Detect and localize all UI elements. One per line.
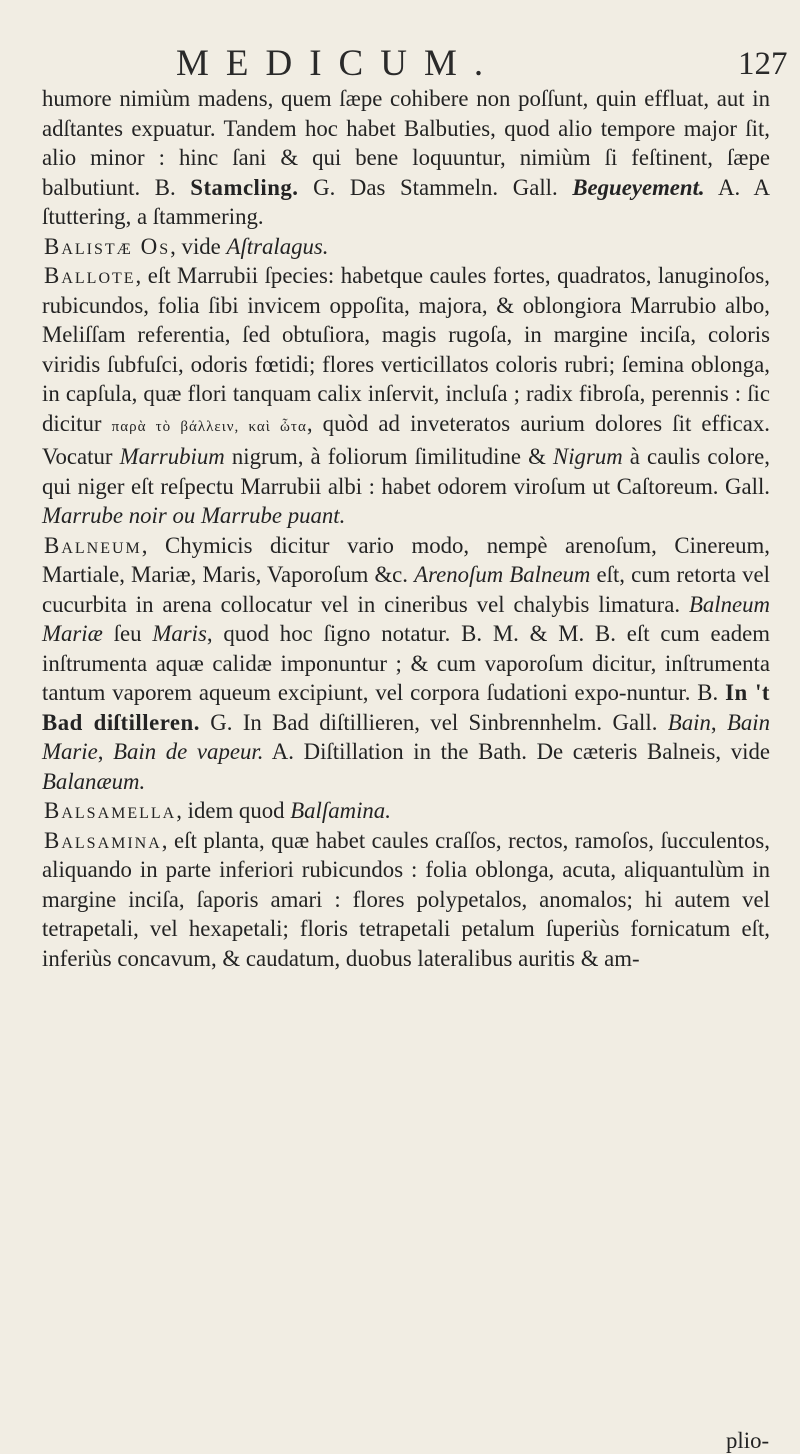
entry-text: Marrube noir ou Marrube puant. [42,503,346,528]
entry-text: Balneum Mariæ [42,591,770,646]
entry-text: G. Das Stammeln. Gall. [298,174,573,200]
entry-headword: Ballote [44,263,136,288]
entry-balsamella [42,796,770,826]
entry-text: Aſtralagus. [226,233,329,259]
entry-text: Arenoſum Balneum [414,562,591,587]
entry-text: , eſt planta, quæ habet caules craſſos, rectos, ramoſos, ſucculentos, aliquando in parte inferiori rubicundos : folia oblonga, acuta, aliquantulùm in margine inciſa, ſaporis amari : flores polypetalos, anomalos; hi autem vel tetrapetali, vel hexapetali; floris tetrapetali petalum ſuperiùs fornicatum eſt, inferiùs concavum, & caudatum, duobus lateralibus auritis & am- [42,827,770,971]
catchword: plio- [726,1428,770,1453]
entry-text: Bain Marie [42,709,770,764]
entry-text: Stamcling. [190,174,299,200]
entry-text: A. Diſtillation in the Bath. De cæteris Balneis, vide [263,739,770,764]
entry-text: Nigrum [553,444,623,469]
entry-text: , Chymicis dicitur vario modo, nempè arenoſum, Cinereum, Martiale, Mariæ, Maris, Vaporoſum &c. [42,532,770,587]
entry-text: ſeu [102,621,153,646]
entry-text: eſt, cum retorta vel cucurbita in arena collocatur vel in cineribus vel chalybis limatura. [42,562,770,617]
entry-continuation [42,84,770,232]
entry-balneum [42,531,770,797]
entry-text: παρὰ τὸ βάλλειν, καὶ ὦτα [111,418,307,435]
entry-text: , quòd ad inveteratos aurium dolores ſit efficax. Vocatur [42,410,770,469]
entry-ballote [42,261,770,531]
entry-text: humore nimiùm madens, quem ſæpe cohibere non poſſunt, quin effluat, aut in adſtantes expuatur. Tandem hoc habet Balbuties, quod alio tempore major ſit, alio minor : hinc ſani & qui bene loquuntur, nimiùm ſi feſtinent, ſæpe balbutiunt. B. [42,86,770,200]
entry-headword: Balneum [44,532,142,558]
entry-text: , [710,709,727,735]
entry-text: Maris [152,621,207,646]
entry-text: , vide [170,233,227,259]
entry-headword: Balistæ Os [44,233,171,259]
entry-text: Balſamina. [290,798,391,823]
entry-text: nigrum, à foliorum ſimilitudine & [224,444,554,469]
entry-text: G. In Bad diſtillieren, vel Sinbrennhelm. Gall. [199,709,668,735]
running-head: MEDICUM. [176,43,501,84]
entry-text: , quod hoc ſigno notatur. B. M. & M. B. eſt cum eadem inſtrumenta aquæ calidæ imponuntur ; & cum vaporoſum dicitur, inſtrumenta tantum vaporem aqueum excipiunt, vel corpora ſudationi expo-nuntur. B. [42,621,771,705]
entry-text: Begueyement. [572,174,705,200]
page-number: 127 [738,46,788,82]
entry-text: Bain de vapeur. [113,739,264,764]
entry-text: Balanæum. [42,768,146,794]
entry-text: , eſt Marrubii ſpecies: habetque caules fortes, quadratos, lanuginoſos, rubicundos, folia ſibi invicem oppoſita, majora, & oblongiora Marrubio albo, Meliſſam referentia, ſed obtuſiora, magis rugoſa, in margine inciſa, coloris viridis ſubfuſci, odoris fœtidi; flores verticillatos coloris rubri; ſemina oblonga, in capſula, quæ flori tanquam calix inſervit, incluſa ; radix fibroſa, perennis : ſic dicitur [42,263,770,436]
body-text [42,84,770,973]
entry-text: Bain [667,709,711,735]
entry-text: , idem quod [176,798,291,823]
entry-balsamina [42,826,770,974]
entry-text: Marrubium [119,444,225,469]
entry-balistae [42,232,770,262]
entry-headword: Balsamina [44,827,162,853]
entry-text: , [97,739,114,764]
entry-text: à caulis colore, qui niger eſt reſpectu Marrubii albi : habet odorem viroſum ut Caſtoreum. Gall. [42,444,770,499]
entry-text: A. A ſtuttering, a ſtammering. [42,174,770,229]
entry-text: In 't Bad diſtilleren. [42,680,770,735]
entry-headword: Balsamella [44,798,177,823]
